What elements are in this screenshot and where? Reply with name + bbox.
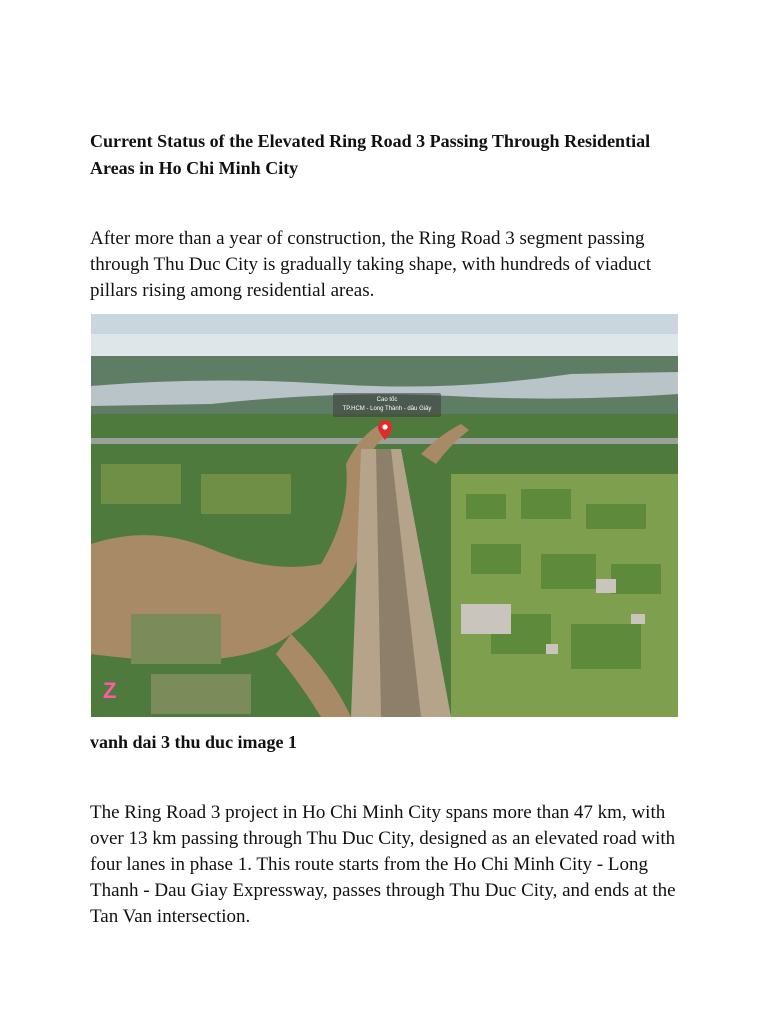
body-paragraph: The Ring Road 3 project in Ho Chi Minh City spans more than 47 km, with over 13 km passing through Thu Duc City, designed as an elevated road with four lanes in phase 1. This route starts from the Ho Chi Minh City - Long Thanh - Dau Giay Expressway, passes through Thu Duc City, and ends at the Tan Van intersection. [90, 802, 676, 927]
map-pin-icon [378, 420, 392, 440]
article-title: Current Status of the Elevated Ring Road 3 Passing Through Residential Areas in Ho Chi Minh City [90, 131, 651, 178]
map-label-line-2: TP.HCM - Long Thành - dầu Giây [342, 406, 432, 412]
map-label-line-1: Cao tốc [376, 397, 398, 403]
map-label [333, 393, 441, 417]
aerial-scene [91, 314, 678, 717]
zing-logo: Z [103, 678, 117, 703]
image-caption: vanh dai 3 thu duc image 1 [90, 732, 298, 752]
aerial-photo [91, 314, 678, 717]
intro-paragraph: After more than a year of construction, the Ring Road 3 segment passing through Thu Duc City is gradually taking shape, with hundreds of viaduct pillars rising among residential areas. [90, 228, 652, 301]
